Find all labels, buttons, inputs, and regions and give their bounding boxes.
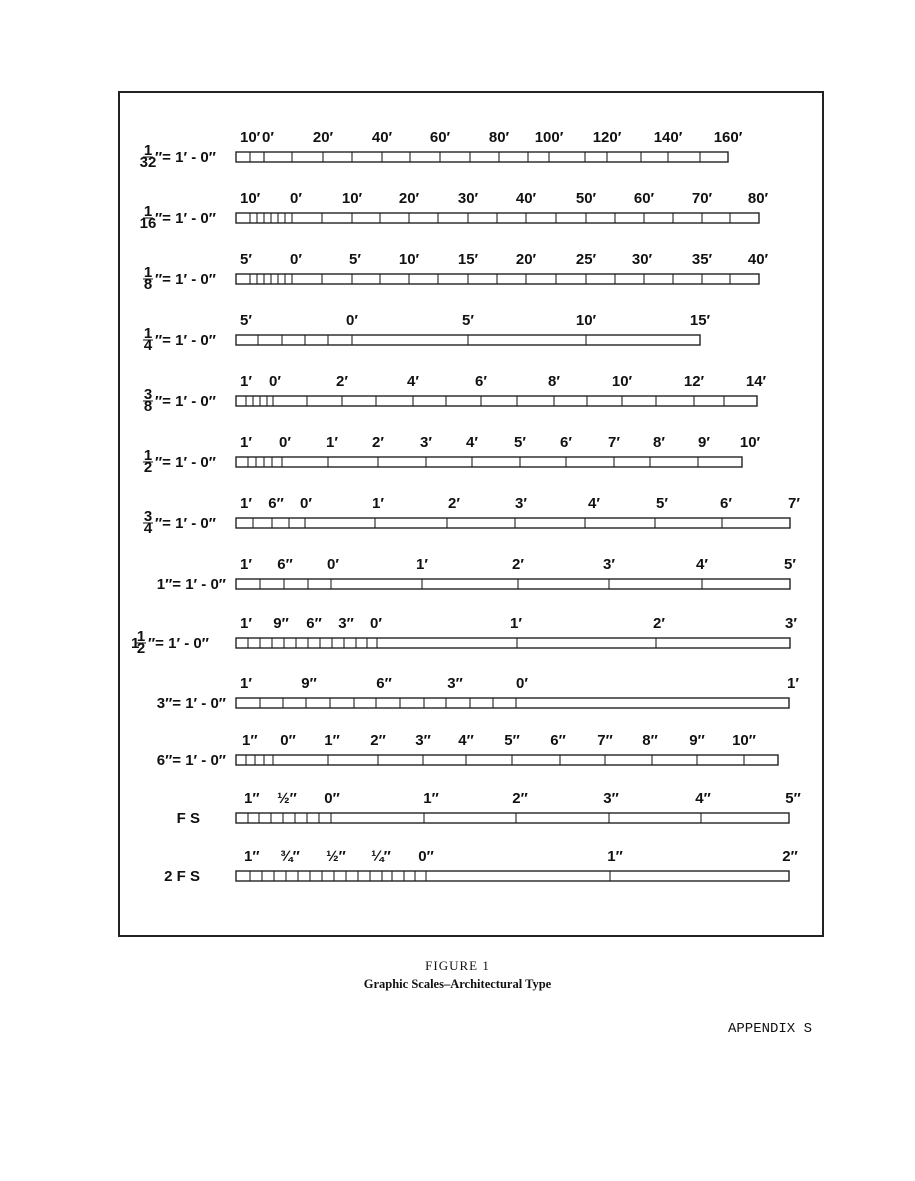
scale-tick-label: 6″	[277, 556, 293, 573]
scale-tick-label: 4′	[588, 495, 600, 512]
scale-tick-label: 1′	[416, 556, 428, 573]
scale-tick-label: 120′	[592, 129, 622, 146]
scale-tick-label: 7′	[788, 495, 800, 512]
scale-tick-label: 8″	[642, 732, 658, 749]
scale-tick-label: 10′	[611, 373, 633, 390]
scale-row	[177, 790, 801, 827]
scale-tick-label: 3′	[515, 495, 527, 512]
scale-row	[143, 312, 711, 354]
scale-tick-label: 12′	[683, 373, 705, 390]
scale-row	[143, 251, 769, 293]
scale-tick-label: 0′	[327, 556, 339, 573]
scale-tick-label: 5′	[462, 312, 474, 329]
scale-tick-label: 6′	[475, 373, 487, 390]
scale-label: 3″= 1′ - 0″	[156, 695, 226, 712]
scale-tick-label: 2″	[782, 848, 798, 865]
scale-row	[131, 615, 797, 657]
scale-tick-label: 1″	[607, 848, 623, 865]
scale-label-numerator: 1	[143, 264, 153, 281]
scale-tick-label: 5″	[785, 790, 801, 807]
scale-label-numerator: 3	[143, 508, 153, 525]
scale-tick-label: 6′	[720, 495, 732, 512]
scale-tick-label: 5′	[514, 434, 526, 451]
scale-tick-label: ½″	[277, 790, 297, 807]
scale-tick-label: 9′	[698, 434, 710, 451]
scale-bar	[236, 579, 790, 589]
scale-tick-label: 60′	[633, 190, 655, 207]
scale-tick-label: 1′	[787, 675, 799, 692]
scale-tick-label: 5′	[240, 312, 252, 329]
scale-tick-label: 40′	[747, 251, 769, 268]
scale-label: 1″= 1′ - 0″	[156, 576, 226, 593]
scale-label-denominator: 8	[143, 398, 153, 415]
figure-number: FIGURE 1	[425, 958, 490, 973]
scale-tick-label: 1′	[240, 556, 252, 573]
scale-tick-label: 3″	[447, 675, 463, 692]
scale-tick-label: ½″	[326, 848, 346, 865]
figure-title: Graphic Scales–Architectural Type	[363, 977, 552, 991]
scale-row	[157, 556, 797, 593]
scale-tick-label: 2′	[653, 615, 665, 632]
scale-tick-label: 50′	[575, 190, 597, 207]
scale-tick-label: ¾″	[280, 848, 300, 865]
scale-tick-label: 2″	[370, 732, 386, 749]
scale-tick-label: 5′	[349, 251, 361, 268]
scale-label-denominator: 32	[139, 154, 157, 171]
scale-row	[164, 848, 798, 885]
scale-tick-label: 20′	[515, 251, 537, 268]
scale-row	[157, 675, 800, 712]
scale-tick-label: 9″	[689, 732, 705, 749]
scale-tick-label: 2′	[372, 434, 384, 451]
scale-tick-label: 15′	[689, 312, 711, 329]
scale-label: ″= 1′ - 0″	[155, 393, 216, 410]
scale-tick-label: 6″	[268, 495, 284, 512]
scale-tick-label: 6″	[550, 732, 566, 749]
scale-tick-label: 1″	[324, 732, 340, 749]
scale-tick-label: 1″	[244, 848, 260, 865]
scale-tick-label: 2″	[512, 790, 528, 807]
scale-tick-label: 0′	[346, 312, 358, 329]
scale-tick-label: 0′	[290, 251, 302, 268]
scale-label: ″= 1′ - 0″	[155, 332, 216, 349]
scale-tick-label: 10′	[341, 190, 363, 207]
scale-tick-label: 5′	[656, 495, 668, 512]
scale-tick-label: 3″	[415, 732, 431, 749]
scale-tick-label: 6″	[376, 675, 392, 692]
scale-tick-label: 7″	[597, 732, 613, 749]
scale-label-numerator: 1	[143, 142, 153, 159]
scale-tick-label: ¼″	[371, 848, 391, 865]
scale-bar	[236, 518, 790, 528]
scale-row	[143, 495, 800, 537]
scale-tick-label: 0″	[418, 848, 434, 865]
scale-tick-label: 160′	[713, 129, 743, 146]
scale-tick-label: 1′	[240, 373, 252, 390]
scale-label-numerator: 3	[143, 386, 153, 403]
scale-tick-label: 20′	[312, 129, 334, 146]
scale-tick-label: 14′	[745, 373, 767, 390]
scale-label-numerator: 1	[143, 203, 153, 220]
scale-tick-label: 10′	[398, 251, 420, 268]
scale-tick-label: 7′	[608, 434, 620, 451]
scale-label: 6″= 1′ - 0″	[156, 752, 226, 769]
scale-label: ″= 1′ - 0″	[148, 635, 209, 652]
scale-bar	[236, 396, 757, 406]
scale-row	[157, 732, 778, 769]
scale-tick-label: 15′	[457, 251, 479, 268]
scale-tick-label: 10′	[240, 129, 261, 146]
scale-tick-label: 4″	[458, 732, 474, 749]
scale-tick-label: 20′	[398, 190, 420, 207]
scale-tick-label: 2′	[512, 556, 524, 573]
scale-tick-label: 3′	[785, 615, 797, 632]
scale-tick-label: 8′	[548, 373, 560, 390]
scale-tick-label: 0″	[280, 732, 296, 749]
scale-bar	[236, 871, 789, 881]
scale-tick-label: 1″	[423, 790, 439, 807]
scale-tick-label: 4″	[695, 790, 711, 807]
scale-tick-label: 2′	[448, 495, 460, 512]
scale-row	[140, 190, 769, 232]
scale-tick-label: 80′	[488, 129, 510, 146]
scale-row	[143, 434, 761, 476]
scale-tick-label: 5′	[240, 251, 252, 268]
scale-tick-label: 10″	[732, 732, 756, 749]
scale-label-numerator: 1	[143, 447, 153, 464]
scale-bar	[236, 152, 728, 162]
appendix-label: APPENDIX S	[728, 1021, 813, 1037]
scale-tick-label: 2′	[336, 373, 348, 390]
scale-tick-label: 0′	[290, 190, 302, 207]
scale-tick-label: 9″	[301, 675, 317, 692]
scale-bar	[236, 698, 789, 708]
scale-tick-label: 1′	[240, 675, 252, 692]
scale-label-denominator: 2	[136, 640, 146, 657]
scale-tick-label: 30′	[457, 190, 479, 207]
scale-label: ″= 1′ - 0″	[155, 454, 216, 471]
scale-tick-label: 10′	[575, 312, 597, 329]
scale-label: ″= 1′ - 0″	[155, 210, 216, 227]
scale-label-denominator: 8	[143, 276, 153, 293]
scale-label: ″= 1′ - 0″	[155, 515, 216, 532]
scale-tick-label: 10′	[240, 190, 261, 207]
scale-tick-label: 0′	[300, 495, 312, 512]
scale-tick-label: 1′	[510, 615, 522, 632]
scale-label: ″= 1′ - 0″	[155, 271, 216, 288]
scale-tick-label: 5″	[504, 732, 520, 749]
scale-tick-label: 3′	[603, 556, 615, 573]
scale-tick-label: 1′	[326, 434, 338, 451]
scale-tick-label: 40′	[371, 129, 393, 146]
scale-tick-label: 25′	[575, 251, 597, 268]
scale-tick-label: 80′	[747, 190, 769, 207]
scale-tick-label: 5′	[784, 556, 796, 573]
scale-tick-label: 9″	[273, 615, 289, 632]
scale-tick-label: 0′	[516, 675, 528, 692]
scale-tick-label: 4′	[466, 434, 478, 451]
scale-label-denominator: 2	[143, 459, 153, 476]
scale-tick-label: 0′	[279, 434, 291, 451]
scale-tick-label: 4′	[407, 373, 419, 390]
scale-tick-label: 3′	[420, 434, 432, 451]
scale-tick-label: 3″	[338, 615, 354, 632]
scale-tick-label: 1′	[372, 495, 384, 512]
scale-tick-label: 1′	[240, 434, 252, 451]
scale-tick-label: 60′	[429, 129, 451, 146]
scale-tick-label: 10′	[739, 434, 761, 451]
scale-tick-label: 6′	[560, 434, 572, 451]
scale-tick-label: 0″	[324, 790, 340, 807]
scale-label: 2 F S	[164, 868, 200, 885]
scale-tick-label: 1″	[242, 732, 258, 749]
scale-label-denominator: 4	[143, 337, 153, 354]
scale-tick-label: 4′	[696, 556, 708, 573]
scale-tick-label: 35′	[691, 251, 713, 268]
figure-caption	[0, 958, 915, 992]
scale-tick-label: 1′	[240, 495, 252, 512]
scale-label: ″= 1′ - 0″	[155, 149, 216, 166]
scale-tick-label: 1′	[240, 615, 252, 632]
scale-tick-label: 0′	[269, 373, 281, 390]
scale-tick-label: 30′	[631, 251, 653, 268]
scale-tick-label: 0′	[262, 129, 274, 146]
scale-tick-label: 6″	[306, 615, 322, 632]
scale-label-numerator: 1	[136, 628, 146, 645]
scale-tick-label: 8′	[653, 434, 665, 451]
scale-tick-label: 0′	[370, 615, 382, 632]
scale-row	[140, 129, 743, 171]
scale-label-denominator: 4	[143, 520, 153, 537]
scale-label: F S	[176, 810, 200, 827]
scale-tick-label: 100′	[534, 129, 564, 146]
scale-tick-label: 40′	[515, 190, 537, 207]
scale-row	[143, 373, 767, 415]
scale-tick-label: 140′	[653, 129, 683, 146]
scale-bar	[236, 457, 742, 467]
scale-label-denominator: 16	[139, 215, 157, 232]
scale-tick-label: 1″	[244, 790, 260, 807]
scale-label-numerator: 1	[143, 325, 153, 342]
scale-bar	[236, 638, 790, 648]
scale-tick-label: 70′	[691, 190, 713, 207]
scale-label-whole: 1	[131, 635, 140, 652]
scale-tick-label: 3″	[603, 790, 619, 807]
